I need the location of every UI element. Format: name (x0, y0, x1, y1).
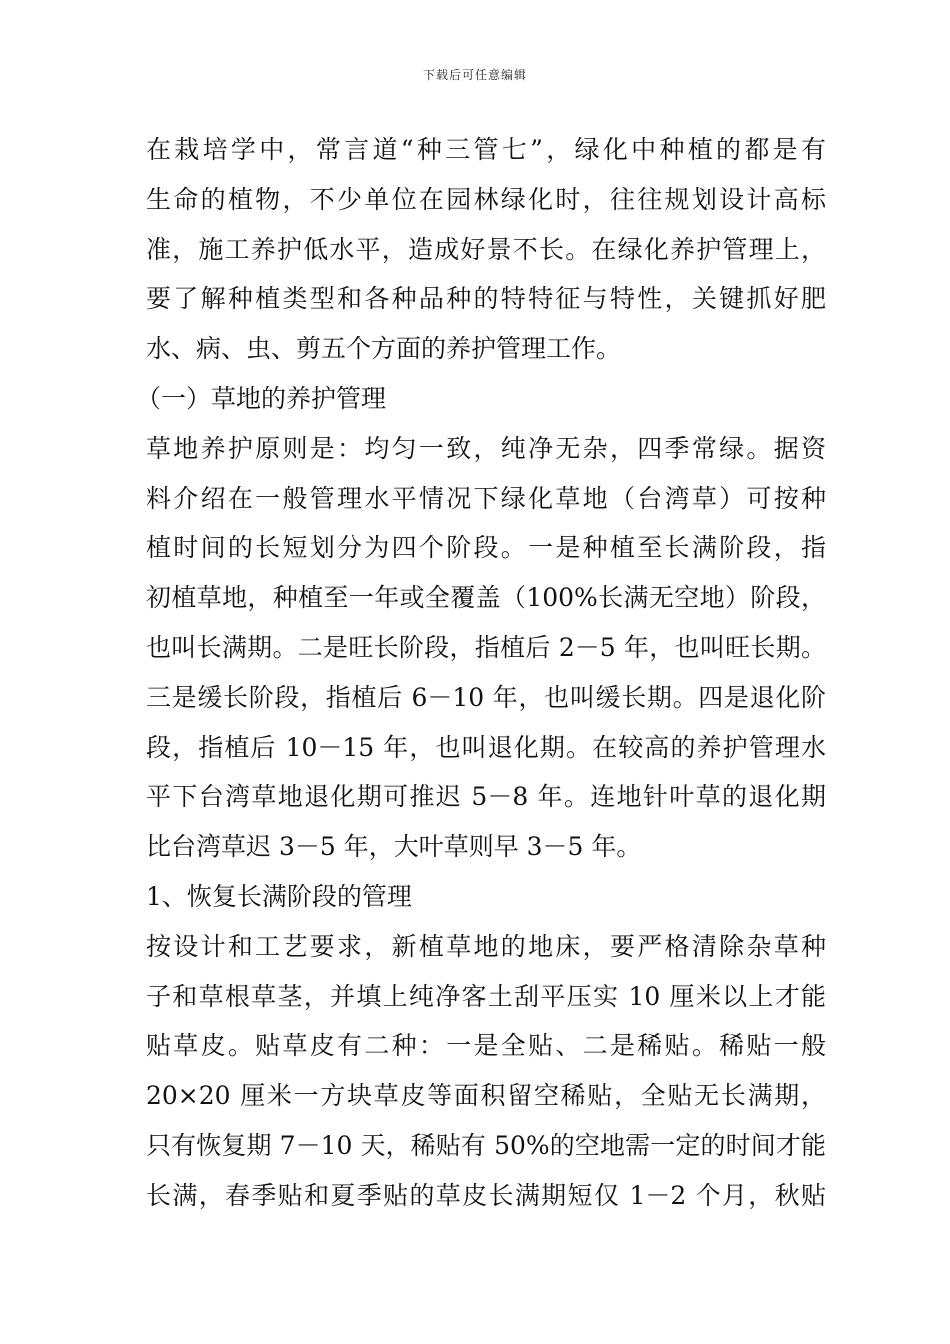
text-line: 料介绍在一般管理水平情况下绿化草地（台湾草）可按种 (146, 483, 826, 513)
body-text (136, 125, 826, 1221)
text-line: 准，施工养护低水平，造成好景不长。在绿化养护管理上， (146, 234, 826, 264)
text-line: 在栽培学中，常言道“种三管七”，绿化中种植的都是有 (146, 135, 826, 164)
text-line: 只有恢复期 7－10 天，稀贴有 50%的空地需一定的时间才能 (146, 1130, 826, 1160)
text-line: 水、病、虫、剪五个方面的养护管理工作。 (146, 334, 622, 364)
text-line: 20×20 厘米一方块草皮等面积留空稀贴，全贴无长满期， (146, 1081, 826, 1111)
header-note: 下载后可任意编辑 (422, 68, 527, 82)
subsection-heading: 1、恢复长满阶段的管理 (146, 881, 412, 911)
text-line: 长满，春季贴和夏季贴的草皮长满期短仅 1－2 个月，秋贴 (146, 1180, 826, 1210)
text-line: 按设计和工艺要求，新植草地的地床，要严格清除杂草种 (146, 931, 826, 961)
text-line: 草地养护原则是：均匀一致，纯净无杂，四季常绿。据资 (146, 433, 826, 463)
text-line: 平下台湾草地退化期可推迟 5－8 年。连地针叶草的退化期 (146, 782, 826, 812)
text-line: 生命的植物，不少单位在园林绿化时，往往规划设计高标 (146, 184, 826, 214)
text-line: 段，指植后 10－15 年，也叫退化期。在较高的养护管理水 (146, 732, 826, 762)
text-line: 三是缓长阶段，指植后 6－10 年，也叫缓长期。四是退化阶 (146, 682, 826, 712)
text-line: 子和草根草茎，并填上纯净客土刮平压实 10 厘米以上才能 (146, 981, 826, 1011)
text-line: 贴草皮。贴草皮有二种：一是全贴、二是稀贴。稀贴一般 (146, 1031, 826, 1061)
text-line: 要了解种植类型和各种品种的特特征与特性，关键抓好肥 (146, 284, 826, 314)
section-heading: （一）草地的养护管理 (136, 383, 387, 413)
text-line: 初植草地，种植至一年或全覆盖（100%长满无空地）阶段， (146, 583, 826, 613)
text-line: 植时间的长短划分为四个阶段。一是种植至长满阶段，指 (146, 533, 826, 563)
text-line: 比台湾草迟 3－5 年，大叶草则早 3－5 年。 (146, 832, 642, 862)
text-line: 也叫长满期。二是旺长阶段，指植后 2－5 年，也叫旺长期。 (146, 632, 826, 662)
